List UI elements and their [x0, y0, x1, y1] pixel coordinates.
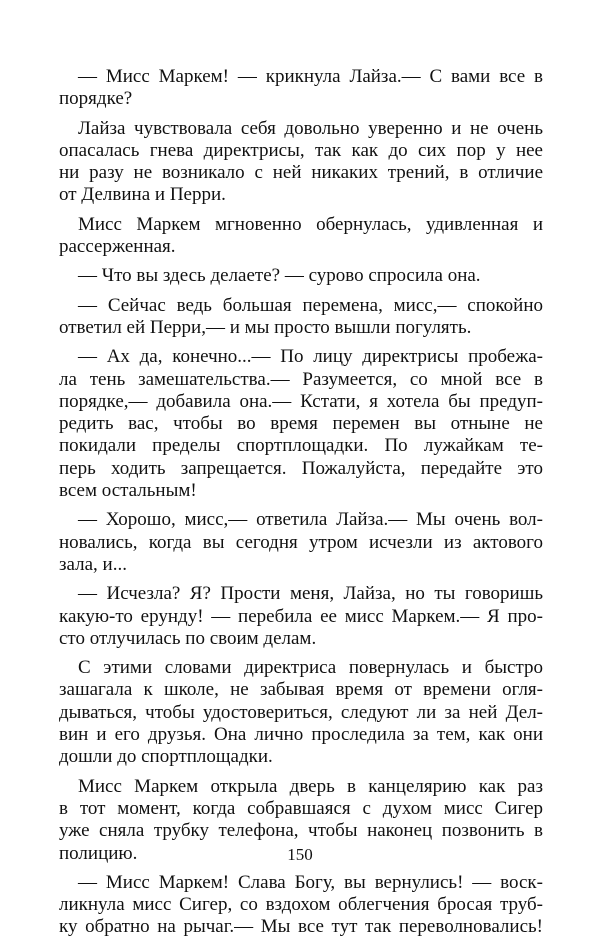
- text-line: [59, 214, 543, 236]
- text-line-content: зала, и...: [59, 553, 127, 575]
- text-line: [59, 702, 543, 724]
- text-line-content: опасалась гнева директрисы, так как до сих пор у нее: [59, 139, 543, 161]
- text-line-content: редить вас, чтобы во время перемен вы отныне не: [59, 413, 543, 435]
- text-line-content: дываться, чтобы удостовериться, следуют ли за ней Дел-: [59, 701, 543, 723]
- text-line: [59, 435, 543, 457]
- text-line-content: ла тень замешательства.— Разумеется, со мной все в: [59, 368, 543, 390]
- text-line-content: порядке,— добавила она.— Кстати, я хотела бы предуп-: [59, 390, 543, 412]
- page-number: 150: [287, 845, 313, 864]
- text-line: [59, 162, 543, 184]
- text-line-content: полицию.: [59, 842, 138, 864]
- text-line: [59, 916, 543, 938]
- text-line: [59, 532, 543, 554]
- text-line-content: от Делвина и Перри.: [59, 184, 226, 206]
- text-line-content: ответил ей Перри,— и мы просто вышли погулять.: [59, 316, 472, 338]
- text-line-content: С этими словами директриса повернулась и быстро: [78, 657, 543, 679]
- text-line-content: новались, когда вы сегодня утром исчезли из актового: [59, 531, 543, 553]
- text-line: [59, 872, 543, 894]
- text-line-content: порядке?: [59, 88, 133, 110]
- text-line: [59, 798, 543, 820]
- text-line-content: всем остальным!: [59, 480, 197, 502]
- text-line: [59, 140, 543, 162]
- text-line-content: зашагала к школе, не забывая время от времени огля-: [59, 679, 543, 701]
- text-line-content: — Исчезла? Я? Прости меня, Лайза, но ты говоришь: [78, 583, 543, 605]
- text-line-content: — Что вы здесь делаете? — сурово спросила она.: [78, 265, 481, 287]
- text-line: [59, 724, 543, 746]
- text-line: [59, 657, 543, 679]
- text-line: [59, 88, 543, 110]
- text-line: [59, 776, 543, 798]
- text-line: [59, 628, 543, 650]
- text-line-content: вин и его друзья. Она лично проследила за тем, как они: [59, 724, 543, 746]
- text-line: [59, 679, 543, 701]
- text-line-content: ни разу не возникало с ней никаких трений, в отличие: [59, 162, 543, 184]
- text-line: [59, 509, 543, 531]
- text-line-content: в тот момент, когда собравшаяся с духом мисс Сигер: [59, 797, 543, 819]
- text-line: [59, 413, 543, 435]
- text-line: [59, 265, 543, 287]
- text-line-content: уже сняла трубку телефона, чтобы наконец позвонить в: [59, 820, 543, 842]
- text-line: [59, 480, 543, 502]
- text-line: [59, 894, 543, 916]
- text-line-content: Мисс Маркем открыла дверь в канцелярию как раз: [78, 775, 543, 797]
- text-line: [59, 458, 543, 480]
- text-line-content: ликнула мисс Сигер, со вздохом облегчения бросая труб-: [59, 894, 543, 916]
- text-line-content: Мисс Маркем мгновенно обернулась, удивленная и: [78, 213, 543, 235]
- text-line: [59, 554, 543, 576]
- text-line: [59, 317, 543, 339]
- text-line-content: Лайза чувствовала себя довольно уверенно и не очень: [78, 117, 543, 139]
- text-line: [59, 820, 543, 842]
- text-line-content: перь ходить запрещается. Пожалуйста, передайте это: [59, 457, 543, 479]
- text-line-content: какую-то ерунду! — перебила ее мисс Маркем.— Я про-: [59, 605, 543, 627]
- text-line-content: — Мисс Маркем! Слава Богу, вы вернулись! — воск-: [78, 871, 543, 893]
- text-line-content: покидали пределы спортплощадки. По лужайкам те-: [59, 435, 543, 457]
- text-line-content: дошли до спортплощадки.: [59, 746, 273, 768]
- text-line-content: — Сейчас ведь большая перемена, мисс,— спокойно: [78, 294, 543, 316]
- text-line-content: ку обратно на рычаг.— Мы все тут так переволновались!: [59, 916, 543, 938]
- text-line: [59, 369, 543, 391]
- text-line-content: — Ах да, конечно...— По лицу директрисы пробежа-: [78, 346, 543, 368]
- text-line-content: рассерженная.: [59, 236, 176, 258]
- text-line: [59, 184, 543, 206]
- text-line: [59, 118, 543, 140]
- text-line: [59, 391, 543, 413]
- text-line: [59, 346, 543, 368]
- text-line-content: — Хорошо, мисс,— ответила Лайза.— Мы очень вол-: [78, 509, 543, 531]
- text-line: [59, 746, 543, 768]
- body-text: [59, 66, 543, 939]
- text-line: [59, 606, 543, 628]
- text-line-content: — Мисс Маркем! — крикнула Лайза.— С вами все в: [78, 66, 543, 87]
- text-line: [59, 66, 543, 88]
- text-line-content: сто отлучилась по своим делам.: [59, 627, 317, 649]
- text-line: [59, 295, 543, 317]
- text-line: [59, 583, 543, 605]
- text-line: [59, 236, 543, 258]
